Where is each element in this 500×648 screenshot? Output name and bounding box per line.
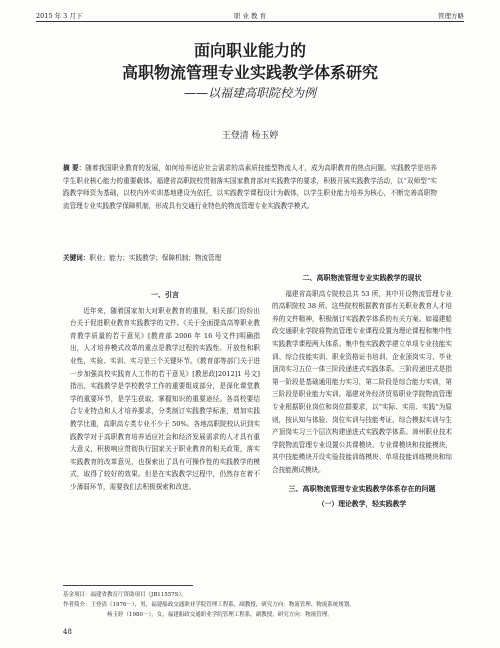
footnote-author-1: 作者简介：王登清（1976－），男，福建船政交通职业学院管理工程系，副教授，研究方向：物流管理、物流系统规划。 [63,602,355,608]
header-rule [36,21,464,22]
column-name: 管理方略 [438,12,464,20]
section-3-subheading: （一）理论教学，轻实践教学 [317,500,407,509]
section-1-text: 近年来，随着国家加大对职业教育的重视，相关部门纷纷出台关于促进职业教育实践教学的文件。《关于全面提高高等职业教育教学质量的若干意见》[教育部 2006 年 16 号文件]明确指出，人才培养模式改革的重点是教学过程的实践性、开放性和职业性，实验、实训、实习是三个关键环节。《教育部等部门关于进一步加强高校实践育人工作的若干意见》[教思政[2012]1 号文]指出，实践教学是学校教学工作的重要组成部分，是深化课堂教学的重要环节，是学生获取、掌握知识的重要途径。各高校要结合专业特点和人才培养要求，分类制订实践教学标准，增加实践教学比重，高职高专类专业不少于 50%。各地高职院校认识到实践教学对于高职教育培养适应社会和经济发展需求的人才具有重大意义，积极响应贯彻执行国家关于职业教育的相关政策，落实实践教育的改革意见，也探索出了具有可操作性的实践教学的模式，取得了较好的效果。但是在实践教学过程中，仍然存在着不少薄弱环节，需要我们去积极探索和改进。 [70,306,260,491]
footnote-author-2: 杨玉婷（1980－），女，福建船政交通职业学院管理工程系，副教授，研究方向：物流管理。 [107,612,333,618]
section-2-heading: 二、高职物流管理专业实践教学的现状 [302,274,422,282]
footnote-rule [63,585,193,586]
footnotes [63,590,437,620]
section-2-text: 福建省高职高专院校总共 53 所，其中开设物流管理专业的高职院校 38 所。这些院校根据教育部有关职业教育人才培养的文件精神，积极制订实践教学体系的有关方案。如福建船政交通职业学院将物流管理专业课程设置为理论课程和集中性实践教学课程两大体系。集中性实践教学建立单项专业技能实训、综合技能实训、职业资格证书培训、企业顶岗实习、毕业顶岗实习五位一体三阶段递进式实践体系。三阶段递进式是指第一阶段是基础通用能力实习，第二阶段是综合能力实训，第三阶段是职业能力实训。福建对外经济贸易职业学院物流管理专业根据职业岗位和岗位群要求，以“实际、实用、实践”为原则，按认知与体验、岗位实训与技能考证、综合模拟实训与生产顶岗实习三个层次构建递进式实践教学体系。漳州职业技术学院物流管理专业设置公共课模块、专业课模块和技能模块，其中技能模块开设实验技能训练模块、单项技能训练模块和综合技能测试模块。 [272,289,452,474]
abstract-label: 摘 要： [63,164,86,172]
keywords-text: 职业；能力；实践教学；保障机制；物流管理 [89,254,222,262]
section-1-heading: 一、引言 [151,291,179,299]
abstract [63,162,437,212]
abstract-text: 随着我国职业教育的发展，如何培养适应社会需求的高素质技能型物流人才，成为高职教育的热点问题。实践教学是培养学生职业核心能力的重要载体。福建省高职院校贯彻落实国家教育部对实践教学的要求，积极开展实践教学活动，以“双师型”实践教学师资为基础，以校内外实训基地建设为依托，以实践教学课程设计为载体，以学生职业能力培养为核心，不断完善高职物流管理专业实践教学保障机制，形成具有交通行业特色的物流管理专业实践教学模式。 [63,164,438,210]
right-column [272,272,452,511]
footnote-fund: 基金项目：福建省教育厅资助项目（JB11557S）。 [63,592,187,598]
issue-date: 2015 年 3 月下 [36,12,83,20]
left-column [70,289,260,494]
section-3-heading: 三、高职物流管理专业实践教学体系存在的问题 [288,484,436,493]
page-number: 48 [63,628,72,636]
running-header [36,8,464,22]
title-line-2: 高职物流管理专业实践教学体系研究 [121,63,378,82]
keywords-label: 关键词： [63,254,90,262]
authors: 王登清 杨玉婷 [221,131,279,141]
keywords [63,252,437,262]
journal-name: 职 业 教 育 [233,12,267,20]
title-line-1: 面向职业能力的 [193,41,306,60]
subtitle: ——以福建高职院校为例 [183,86,316,100]
